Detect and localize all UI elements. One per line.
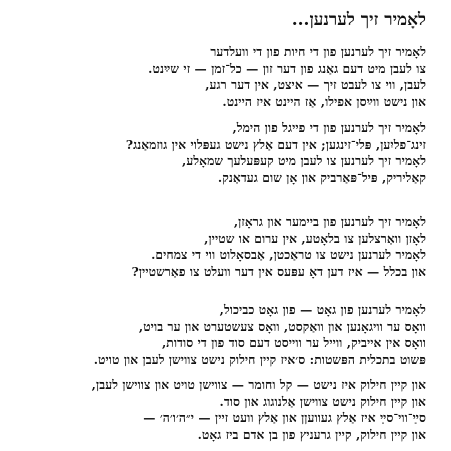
stanza-3	[21, 214, 426, 280]
poem-line: לאָמיר זיך לערנען פון ביימער און גראָזן,	[233, 215, 426, 229]
poem-line: צו לעבן מיט דעם גאַנג פון דער זון — כל־זמן — זי שײַנט.	[148, 61, 426, 76]
poem-title: לאָמיר זיך לערנען...	[291, 10, 426, 30]
poem-line: לעבן, ווי צו לעבט זיך — איצט, אין דער רגע,	[205, 78, 426, 92]
poem-line: וואָס אין אייביק, ווייל ער ווייסט דעם סוד פון די סודות,	[161, 336, 426, 350]
poem-line: וואָס ער וויגאָנען און וואַקסט, וואָס צעשטערט און ער בויט,	[138, 319, 426, 334]
stanza-5	[21, 377, 426, 443]
poem-line: לאָמיר לערנען נישט צו טראַכטן, אַבסאָלוט ווי די צמחים.	[151, 248, 426, 262]
poem-line: לאָמיר זיך לערנען צו לעבן מיט קעפּעלעך שמאָלע,	[182, 154, 426, 168]
poem-line: און נישט ווײַסן אפילו, אַז היינט איז היינט.	[222, 94, 426, 109]
poem-line: קאַליריק, פּיל־פּאַרביק און אָן שום געדאַנק.	[217, 170, 426, 185]
poem-line: און קיין חילוק נישט צווישן אַלנוגוג און סוד.	[219, 394, 426, 409]
poem-line: זינג־פליִען, פּלי־זינגען; אין דעם אַלץ נישט געפּלוי אין גוזמאַנג?	[125, 137, 426, 152]
poem-line: לאָזן וואַרצלען צו בלאָטע, אין ערום או שטיין,	[204, 231, 426, 246]
poem-line: און קיין חילוק, קיין גרעניץ פון בן אדם ביז גאָט.	[197, 427, 426, 442]
stanza-1	[21, 44, 426, 110]
poem-line: לאָמיר זיך לערנען פון די פייגל פון הימל,	[232, 121, 426, 135]
poem-line: לאָמיר זיך לערנען פון די חיות פון די וועלדער	[210, 45, 426, 59]
poem-line: לאָמיר לערנען פון גאָט — פון גאָט כביכול,	[219, 303, 426, 317]
stanza-2	[21, 120, 426, 186]
poem-line: און בכלל — איז דען דאָ עפּעס אין דער וועלט צו פאַרשטיין?	[131, 264, 426, 279]
poem-line: פּשוט בתכלית הפּשטות: ס׳איז קיין חילוק נישט צווישן לעבן און טויט.	[93, 352, 426, 367]
poem-line: סײַ־ווי־סײַ איז אַלץ געוועןן און אַלץ וועט זיין — י״ה׳ו׳ה׳ —	[143, 411, 426, 425]
poem-line: און קיין חילוק איז נישט — קל וחומר — צווישן טויט און צווישן לעבן,	[91, 378, 426, 392]
stanza-4	[21, 302, 426, 368]
